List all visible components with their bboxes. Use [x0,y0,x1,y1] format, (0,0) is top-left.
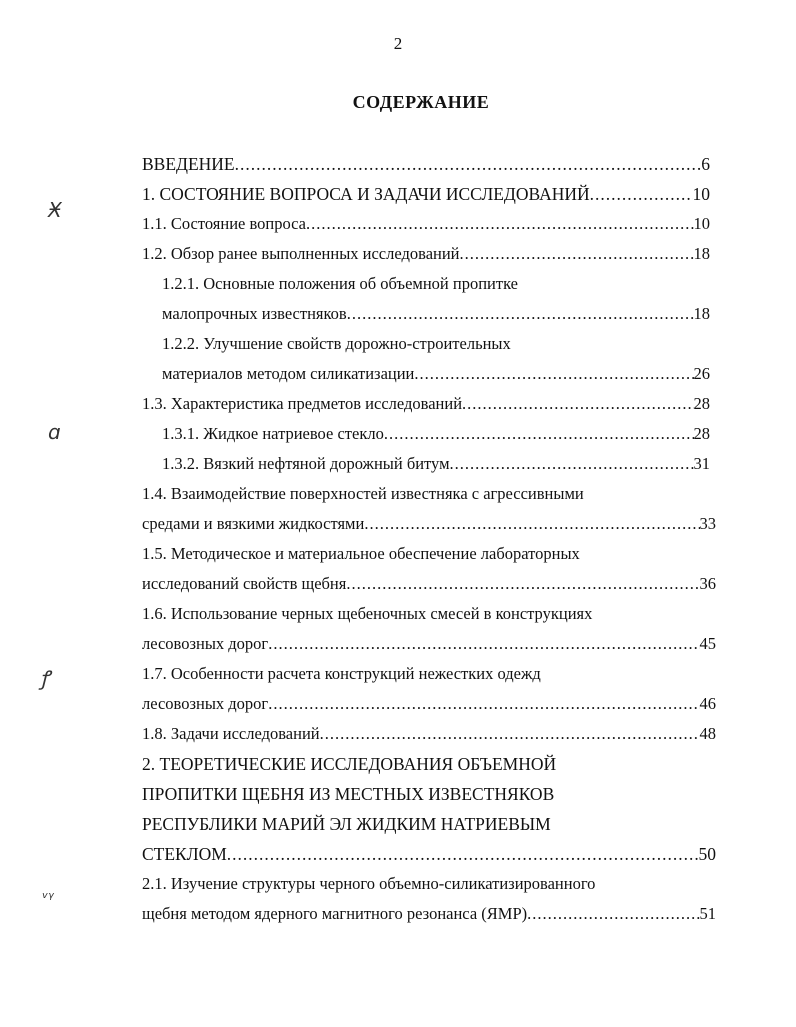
toc-entry: лесовозных дорог ..... 45 [142,630,716,658]
toc-entry-text: 1.4. Взаимодействие поверхностей известняка с агрессивными [142,484,584,503]
toc-entry: 1.8. Задачи исследований ..... 48 [142,720,716,748]
margin-handwritten-mark: ᵥᵧ [42,884,54,902]
toc-entry-text: 2. ТЕОРЕТИЧЕСКИЕ ИССЛЕДОВАНИЯ ОБЪЕМНОЙ [142,754,557,774]
toc-entry-text: 2.1. Изучение структуры черного объемно-силикатизированного [142,874,596,893]
toc-title: СОДЕРЖАНИЕ [352,92,490,112]
toc-entry: 1.3.2. Вязкий нефтяной дорожный битум ..... 31 [162,450,710,478]
toc-entry-text: 1.5. Методическое и материальное обеспечение лабораторных [142,544,580,563]
toc-entry: СТЕКЛОМ ..... 50 [142,840,716,868]
toc-entry-text: 1.7. Особенности расчета конструкций нежестких одежд [142,664,541,683]
toc-entry: лесовозных дорог ..... 46 [142,690,716,718]
toc-entry: исследований свойств щебня ..... 36 [142,570,716,598]
toc-entry: 1. СОСТОЯНИЕ ВОПРОСА И ЗАДАЧИ ИССЛЕДОВАНИЙ ..... 10 [142,180,710,208]
toc-entry-text: 1.6. Использование черных щебеночных смесей в конструкциях [142,604,593,623]
page-number: 2 [393,34,403,53]
toc-entry: материалов методом силикатизации ..... 26 [162,360,710,388]
toc-entry-text: 1.2.2. Улучшение свойств дорожно-строительных [162,334,511,353]
toc-entry: малопрочных известняков ..... 18 [162,300,710,328]
toc-entry: 1.3.1. Жидкое натриевое стекло ..... 28 [162,420,710,448]
toc-entry: 1.3. Характеристика предметов исследований ..... 28 [142,390,710,418]
toc-entry: щебня методом ядерного магнитного резонанса (ЯМР) ..... 51 [142,900,716,928]
toc-entry: средами и вязкими жидкостями ..... 33 [142,510,716,538]
toc-entry: 1.2. Обзор ранее выполненных исследований ..... 18 [142,240,710,268]
toc-entry: 1.1. Состояние вопроса ..... 10 [142,210,710,238]
toc-entry: ВВЕДЕНИЕ ..... 6 [142,150,710,178]
margin-handwritten-mark: Ӿ [48,198,62,222]
toc-entry-text: 1.2.1. Основные положения об объемной пропитке [162,274,519,293]
toc-entry-text: РЕСПУБЛИКИ МАРИЙ ЭЛ ЖИДКИМ НАТРИЕВЫМ [142,814,551,834]
margin-handwritten-mark: ꝭ [40,666,50,690]
toc-entry-text: ПРОПИТКИ ЩЕБНЯ ИЗ МЕСТНЫХ ИЗВЕСТНЯКОВ [142,784,555,804]
margin-handwritten-mark: ɑ [48,420,61,444]
